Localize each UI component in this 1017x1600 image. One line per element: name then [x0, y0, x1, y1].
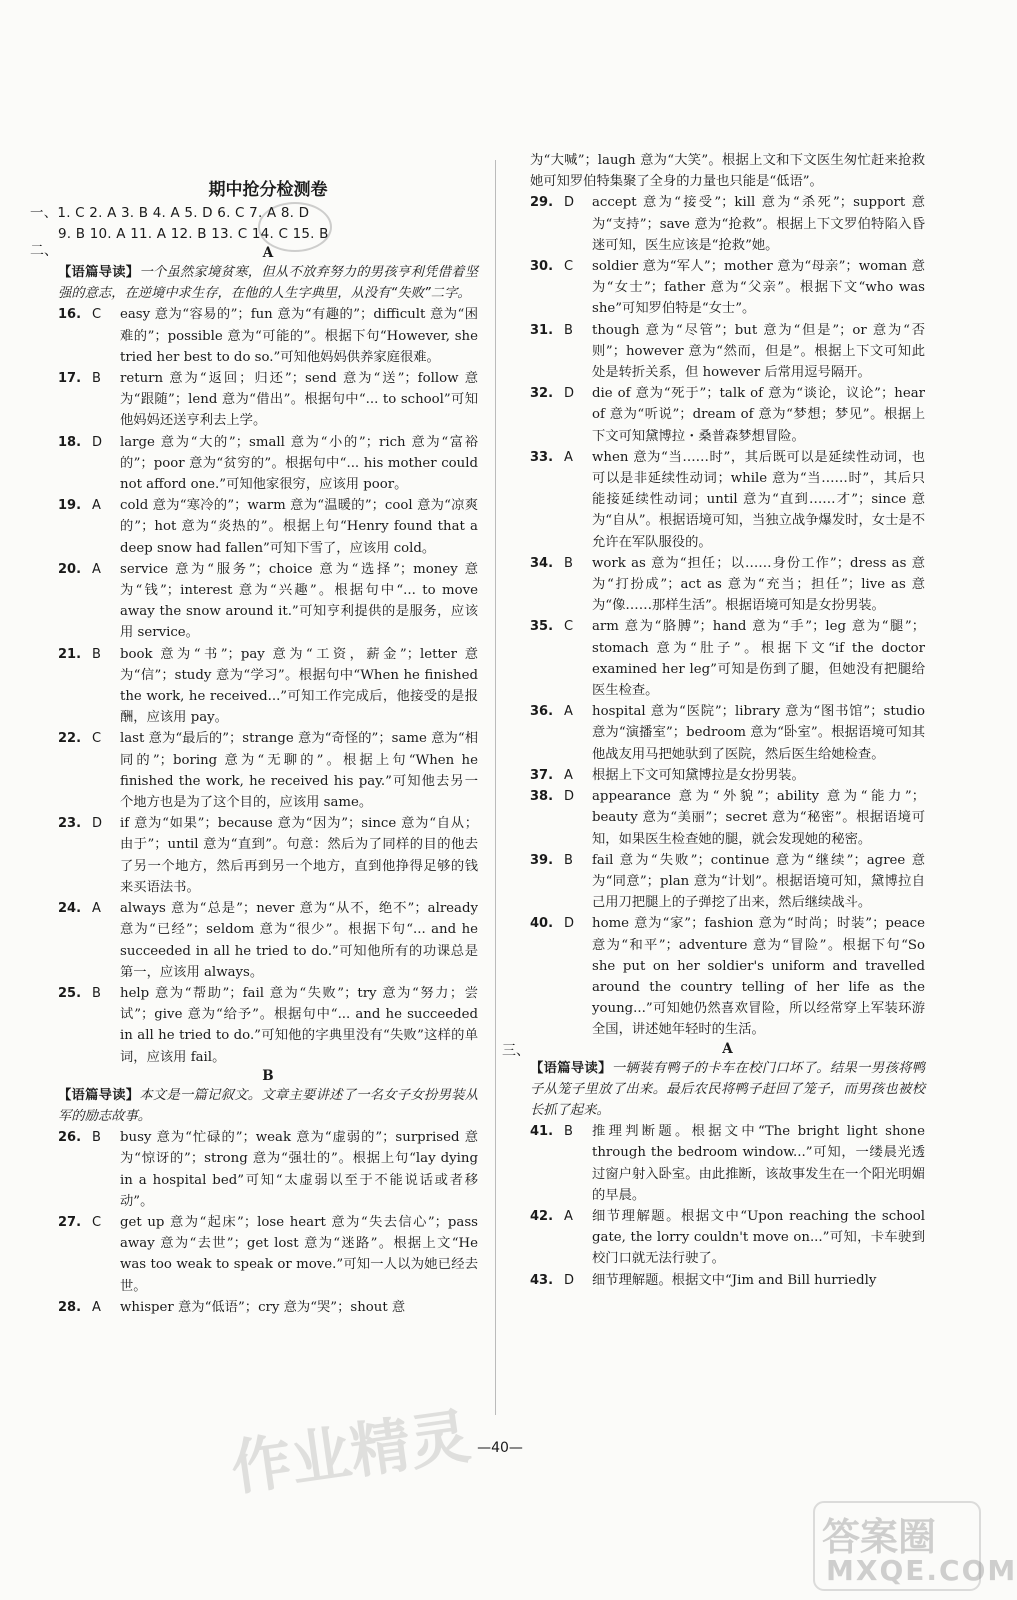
item-answer: A [564, 1208, 573, 1224]
item-explanation: large 意为“大的”；small 意为“小的”；rich 意为“富裕的”；poor 意为“贫穷的”。根据句中“... his mother could not afford one.”可知他家很穷，应该用 poor。 [120, 434, 478, 493]
answer-item [58, 1297, 478, 1318]
answer-item [58, 304, 478, 368]
item-answer: B [92, 371, 101, 387]
item-explanation: help 意为“帮助”；fail 意为“失败”；try 意为“努力；尝试”；give 意为“给予”。根据句中“... and he succeeded in all he tried to do.”可知他的字典里没有“失败”这样的单词，应该用 fail。 [120, 985, 478, 1065]
item-number: 16. [58, 307, 82, 323]
logo-text: 答案圈 [822, 1515, 937, 1559]
item-explanation: cold 意为“寒冷的”；warm 意为“温暖的”；cool 意为“凉爽的”；hot 意为“炎热的”。根据上句“Henry found that a deep snow had fallen”可知下雪了，应该用 cold。 [120, 498, 478, 556]
item-number: 40. [530, 916, 554, 932]
item-number: 28. [58, 1299, 82, 1315]
answer-item [58, 728, 478, 813]
intro-tag: 【语篇导读】 [530, 1060, 612, 1076]
item-number: 23. [58, 816, 82, 832]
item-answer: D [92, 816, 103, 832]
item-explanation: appearance 意为“外貌”；ability 意为“能力”；beauty 意为“美丽”；secret 意为“秘密”。根据语境可知，如果医生检查她的腿，就会发现她的秘密。 [592, 789, 925, 847]
item-number: 29. [530, 195, 554, 211]
item-number: 20. [58, 561, 82, 577]
item-explanation: fail 意为“失败”；continue 意为“继续”；agree 意为“同意”；plan 意为“计划”。根据语境可知，黛博拉自己用刀把腿上的子弹挖了出来，然后继续战斗。 [592, 852, 925, 911]
item-number: 32. [530, 386, 554, 402]
answer-item [58, 1127, 478, 1212]
answer-item [530, 553, 925, 617]
answer-item [58, 368, 478, 432]
item-answer: A [92, 901, 101, 917]
item-explanation: when 意为“当……时”，其后既可以是延续性动词，也可以是非延续性动词；while 意为“当……时”，其后只能接延续性动词；until 意为“直到……才”；since 意为“自从”。根据语境可知，当独立战争爆发时，女士是不允许在军队服役的。 [592, 449, 925, 550]
item-number: 21. [58, 646, 82, 662]
item-explanation: soldier 意为“军人”；mother 意为“母亲”；woman 意为“女士”；father 意为“父亲”。根据下文“who was she”可知罗伯特是“女士”。 [592, 259, 925, 317]
item-explanation: die of 意为“死于”；talk of 意为“谈论，议论”；hear of 意为“听说”；dream of 意为“梦想；梦见”。根据上下文可知黛博拉・桑普森梦想冒险。 [592, 386, 925, 444]
part-a-heading: A [262, 245, 274, 261]
answer-item [58, 983, 478, 1068]
item-answer: B [92, 1130, 101, 1146]
answer-item [530, 383, 925, 447]
passage-intro-3 [530, 1058, 925, 1122]
answer-item [530, 1206, 925, 1270]
logo [812, 1500, 1017, 1592]
item-explanation: hospital 意为“医院”；library 意为“图书馆”；studio 意为“演播室”；bedroom 意为“卧室”。根据语境可知其他战友用马把她驮到了医院，然后医生给她检查。 [592, 704, 925, 762]
answer-item [58, 432, 478, 496]
item-answer: C [564, 619, 574, 635]
item-answer: C [92, 1214, 102, 1230]
item-number: 30. [530, 259, 554, 275]
item-explanation: 细节理解题。根据文中“Upon reaching the school gate, the lorry couldn't move on...”可知，卡车驶到校门口就无法行驶了。 [592, 1208, 925, 1267]
answer-item [530, 765, 925, 786]
answer-item [58, 559, 478, 644]
item-answer: B [92, 646, 101, 662]
answer-item [530, 447, 925, 553]
intro-text: 一个虽然家境贫寒，但从不放弃努力的男孩亨利凭借着坚强的意志，在逆境中求生存，在他的人生字典里，从没有“失败”二字。 [58, 265, 479, 302]
item-explanation: last 意为“最后的”；strange 意为“奇怪的”；same 意为“相同的”；boring 意为“无聊的”。根据上句“When he finished the work, he received his pay.”可知他去另一个地方也是为了这个目的，应该用 same。 [120, 731, 478, 811]
item-number: 35. [530, 619, 554, 635]
item-number: 17. [58, 371, 82, 387]
item-number: 19. [58, 498, 82, 514]
item-answer: D [564, 1272, 575, 1288]
item-number: 24. [58, 901, 82, 917]
section3-part-a-heading: A [722, 1040, 733, 1057]
item-answer: C [92, 731, 102, 747]
item-answer: D [92, 434, 103, 450]
answer-list-right [530, 192, 925, 1040]
watermark: 作业精灵 [226, 1401, 475, 1505]
answer-item [530, 256, 925, 320]
item-number: 31. [530, 322, 554, 338]
item-answer: B [564, 1124, 573, 1140]
section1-number: 一、 [30, 205, 58, 221]
item-explanation: book 意为“书”；pay 意为“工资，薪金”；letter 意为“信”；study 意为“学习”。根据句中“When he finished the work, he received...”可知工作完成后，他接受的是报酬，应该用 pay。 [120, 646, 478, 726]
answer-item [58, 644, 478, 729]
answer-list-a [58, 304, 478, 1067]
item-answer: A [564, 704, 573, 720]
item-explanation: 细节理解题。根据文中“Jim and Bill hurriedly [592, 1272, 877, 1288]
item-number: 26. [58, 1130, 82, 1146]
page-number: —40— [477, 1440, 523, 1456]
item-number: 39. [530, 852, 554, 868]
answer-item [530, 1121, 925, 1206]
item-number: 27. [58, 1214, 82, 1230]
item-explanation: whisper 意为“低语”；cry 意为“哭”；shout 意 [120, 1299, 406, 1315]
item-explanation: service 意为“服务”；choice 意为“选择”；money 意为“钱”；interest 意为“兴趣”。根据句中“... to move away the snow around it.”可知亨利提供的是服务，应该用 service。 [120, 561, 478, 641]
item-number: 18. [58, 434, 82, 450]
item-28-continued: 为“大喊”；laugh 意为“大笑”。根据上文和下文医生匆忙赶来抢救她可知罗伯特集聚了全身的力量也只能是“低语”。 [530, 153, 925, 190]
answer-item [530, 320, 925, 384]
answers-row2: 9. B 10. A 11. A 12. B 13. C 14. C 15. B [58, 226, 329, 242]
item-explanation: 推理判断题。根据文中“The bright light shone through the bedroom window...”可知，一缕晨光透过窗户射入卧室。由此推断，该故事发生在一个阳光明媚的早晨。 [592, 1124, 925, 1203]
answer-list-b [58, 1127, 478, 1318]
right-column [502, 150, 926, 1291]
item-answer: D [564, 916, 575, 932]
item-answer: D [564, 789, 575, 805]
item-answer: B [92, 985, 101, 1001]
item-answer: A [564, 767, 573, 783]
item-explanation: always 意为“总是”；never 意为“从不，绝不”；already 意为“已经”；seldom 意为“很少”。根据下句“... and he succeeded in all he tried to do.”可知他所有的功课总是第一，应该用 always。 [120, 901, 478, 980]
item-number: 33. [530, 449, 554, 465]
answer-item [58, 898, 478, 983]
page-title: 期中抢分检测卷 [208, 180, 328, 200]
item-explanation: if 意为“如果”；because 意为“因为”；since 意为“自从；由于”；until 意为“直到”。句意：然后为了同样的目的他去了另一个地方，然后再到另一个地方，直到他挣得足够的钱来买语法书。 [120, 816, 478, 895]
answer-item [530, 1270, 925, 1291]
item-number: 37. [530, 767, 554, 783]
item-number: 42. [530, 1208, 554, 1224]
item-answer: A [564, 449, 573, 465]
item-answer: B [564, 555, 573, 571]
answer-item [530, 616, 925, 701]
section1-row1 [30, 203, 478, 224]
answers-row1: 1. C 2. A 3. B 4. A 5. D 6. C 7. A 8. D [57, 205, 310, 221]
item-explanation: work as 意为“担任；以……身份工作”；dress as 意为“打扮成”；act as 意为“充当；担任”；live as 意为“像……那样生活”。根据语境可知是女扮男装。 [592, 555, 925, 614]
item-answer: D [564, 195, 575, 211]
item-number: 25. [58, 985, 82, 1001]
item-explanation: get up 意为“起床”；lose heart 意为“失去信心”；pass away 意为“去世”；get lost 意为“迷路”。根据上文“He was too weak to speak or move.”可知一人以为她已经去世。 [120, 1214, 478, 1294]
section3-number: 三、 [502, 1042, 530, 1059]
item-answer: A [92, 1299, 101, 1315]
item-number: 41. [530, 1124, 554, 1140]
answer-item [530, 850, 925, 914]
passage-intro-a [58, 262, 478, 304]
page-number-value: 40 [491, 1440, 509, 1456]
answer-item [530, 701, 925, 765]
item-explanation: busy 意为“忙碌的”；weak 意为“虚弱的”；surprised 意为“惊讶的”；strong 意为“强壮的”。根据上句“lay dying in a hospital bed”可知“太虚弱以至于不能说话或者移动”。 [120, 1130, 478, 1209]
item-number: 22. [58, 731, 82, 747]
section2-number: 二、 [30, 243, 58, 259]
intro-tag: 【语篇导读】 [58, 265, 140, 280]
item-answer: A [92, 498, 101, 514]
logo-url: MXQE.COM [826, 1554, 1017, 1587]
item-number: 34. [530, 555, 554, 571]
intro-text: 一辆装有鸭子的卡车在校门口坏了。结果一男孩将鸭子从笼子里放了出来。最后农民将鸭子赶回了笼子，而男孩也被校长抓了起来。 [530, 1060, 926, 1118]
part-b-heading: B [262, 1067, 274, 1084]
item-answer: A [92, 561, 101, 577]
answer-item [58, 1212, 478, 1297]
item-number: 43. [530, 1272, 554, 1288]
answer-item [530, 192, 925, 256]
item-answer: B [564, 852, 573, 868]
item-explanation: easy 意为“容易的”；fun 意为“有趣的”；difficult 意为“困难的”；possible 意为“可能的”。根据下句“However, she tried her best to do so.”可知他妈妈供养家庭很难。 [120, 307, 478, 365]
item-explanation: though 意为“尽管”；but 意为“但是”；or 意为“否则”；however 意为“然而，但是”。根据上下文可知此处是转折关系，但 however 后常用逗号隔开。 [592, 322, 925, 381]
item-answer: C [564, 259, 574, 275]
answer-list-3 [530, 1121, 925, 1291]
intro-tag: 【语篇导读】 [58, 1087, 140, 1103]
item-explanation: accept 意为“接受”；kill 意为“杀死”；support 意为“支持”；save 意为“抢救”。根据上下文罗伯特陷入昏迷可知，医生应该是“抢救”她。 [592, 195, 925, 253]
item-answer: D [564, 386, 575, 402]
answer-item [58, 813, 478, 898]
item-explanation: return 意为“返回；归还”；send 意为“送”；follow 意为“跟随”；lend 意为“借出”。根据句中“... to school”可知他妈妈还送亨利去上学。 [120, 371, 478, 429]
item-explanation: 根据上下文可知黛博拉是女扮男装。 [592, 767, 805, 783]
answer-item [58, 495, 478, 559]
item-explanation: arm 意为“胳膊”；hand 意为“手”；leg 意为“腿”；stomach 意为“肚子”。根据下文“if the doctor examined her leg”可知是伤到了腿，但她没有把腿给医生检查。 [592, 619, 925, 699]
item-answer: B [564, 322, 573, 338]
item-number: 36. [530, 704, 554, 720]
passage-intro-b [58, 1085, 478, 1127]
item-number: 38. [530, 789, 554, 805]
item-explanation: home 意为“家”；fashion 意为“时尚；时装”；peace 意为“和平”；adventure 意为“冒险”。根据下句“So she put on her soldier's uniform and travelled around the country telling of her life as the young...”可知她仍然喜欢冒险，所以经常穿上军装环游全国，讲述她年轻时的生活。 [592, 916, 925, 1038]
intro-text: 本文是一篇记叙文。文章主要讲述了一名女子女扮男装从军的励志故事。 [58, 1087, 479, 1124]
answer-item [530, 913, 925, 1040]
left-column [30, 175, 479, 1318]
column-divider [495, 160, 496, 1415]
answer-item [530, 786, 925, 850]
item-answer: C [92, 307, 102, 323]
